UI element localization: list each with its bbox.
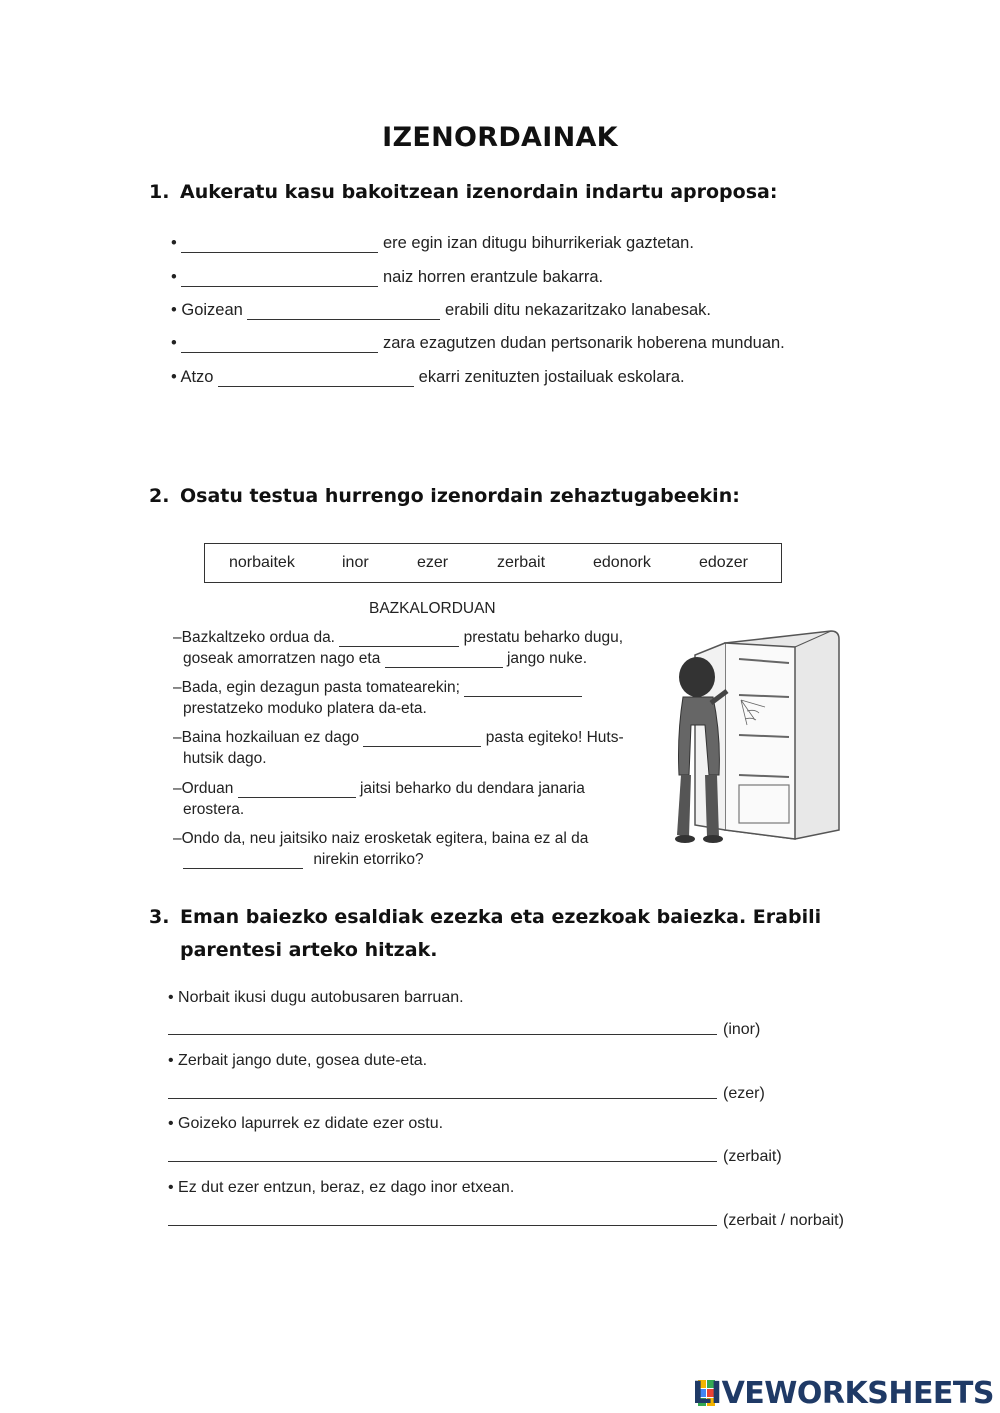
question-text: Eman baiezko esaldiak ezezka eta ezezkoak baiezka. Erabili parentesi arteko hitzak. xyxy=(180,906,822,961)
sentence: • Ez dut ezer entzun, beraz, ez dago inor etxean. xyxy=(168,1179,515,1196)
exercise-line: • Goizean erabili ditu nekazaritzako lanabesak. xyxy=(171,301,712,319)
question-3-heading xyxy=(149,901,869,967)
story-line: goseak amorratzen nago eta jango nuke. xyxy=(183,650,588,667)
answer-blank[interactable] xyxy=(181,336,378,353)
word-bank-item: zerbait xyxy=(497,554,546,571)
answer-blank[interactable] xyxy=(183,852,303,869)
story-line: –Baina hozkailuan ez dago pasta egiteko! Huts- xyxy=(173,729,624,746)
question-2-heading xyxy=(149,480,869,513)
answer-blank[interactable] xyxy=(247,303,440,320)
rewrite-input[interactable] xyxy=(168,1082,717,1099)
question-text: Aukeratu kasu bakoitzean izenordain indartu aproposa: xyxy=(180,181,778,203)
word-bank-item: edozer xyxy=(699,554,748,571)
answer-blank[interactable] xyxy=(339,630,459,647)
answer-blank[interactable] xyxy=(385,651,503,668)
story-line: –Orduan jaitsi beharko du dendara janaria xyxy=(173,780,585,797)
exercise-line: • zara ezagutzen dudan pertsonarik hoberena munduan. xyxy=(171,334,785,352)
rewrite-input[interactable] xyxy=(168,1018,717,1035)
answer-blank[interactable] xyxy=(181,270,378,287)
hint: (ezer) xyxy=(723,1085,765,1102)
answer-blank[interactable] xyxy=(181,236,378,253)
question-number: 1. xyxy=(149,181,170,203)
story-line: –Ondo da, neu jaitsiko naiz erosketak egitera, baina ez al da xyxy=(173,830,589,847)
hint: (zerbait / norbait) xyxy=(723,1212,844,1229)
hint: (zerbait) xyxy=(723,1148,782,1165)
fridge-icon xyxy=(675,631,839,843)
sentence: • Zerbait jango dute, gosea dute-eta. xyxy=(168,1052,428,1069)
liveworksheets-logo: LIVEWORKSHEETS xyxy=(692,1376,994,1411)
sentence: • Goizeko lapurrek ez didate ezer ostu. xyxy=(168,1115,444,1132)
question-number: 2. xyxy=(149,485,170,507)
answer-blank[interactable] xyxy=(218,370,414,387)
story-line: nirekin etorriko? xyxy=(183,849,424,870)
story-line: hutsik dago. xyxy=(183,750,267,767)
word-bank-item: norbaitek xyxy=(229,554,295,571)
hint: (inor) xyxy=(723,1021,761,1038)
story-line: erostera. xyxy=(183,801,245,818)
sentence: • Norbait ikusi dugu autobusaren barruan. xyxy=(168,989,464,1006)
rewrite-input[interactable] xyxy=(168,1209,717,1226)
word-bank-item: inor xyxy=(342,554,369,571)
story-line: prestatzeko moduko platera da-eta. xyxy=(183,700,427,717)
page-title: IZENORDAINAK xyxy=(382,122,618,153)
answer-blank[interactable] xyxy=(464,680,582,697)
answer-blank[interactable] xyxy=(238,781,356,798)
word-bank-item: ezer xyxy=(417,554,449,571)
answer-blank[interactable] xyxy=(363,730,481,747)
word-bank xyxy=(204,543,782,583)
fridge-illustration xyxy=(655,625,845,855)
exercise-line: • ere egin izan ditugu bihurrikeriak gaztetan. xyxy=(171,234,694,252)
story-line: –Bada, egin dezagun pasta tomatearekin; xyxy=(173,677,582,698)
rewrite-input[interactable] xyxy=(168,1145,717,1162)
exercise-line: • Atzo ekarri zenituzten jostailuak eskolara. xyxy=(171,368,685,386)
exercise-line: • naiz horren erantzule bakarra. xyxy=(171,268,604,286)
question-text: Osatu testua hurrengo izenordain zehaztugabeekin: xyxy=(180,485,740,507)
story-title: BAZKALORDUAN xyxy=(369,600,496,617)
story-line: –Bazkaltzeko ordua da. prestatu beharko dugu, xyxy=(173,629,624,646)
question-1-heading xyxy=(149,176,869,209)
question-number: 3. xyxy=(149,906,170,928)
word-bank-item: edonork xyxy=(593,554,651,571)
